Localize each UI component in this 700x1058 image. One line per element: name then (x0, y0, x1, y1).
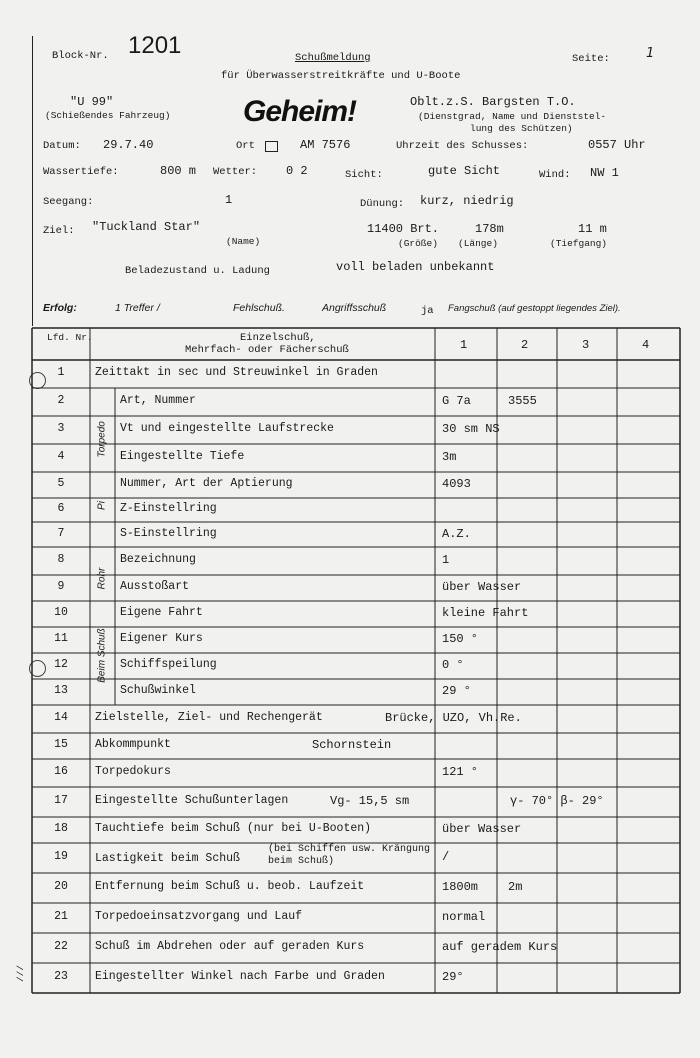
head-col-1: 1 (460, 338, 468, 352)
beladung-value: voll beladen unbekannt (336, 260, 495, 274)
head-num: Lfd. Nr. (47, 332, 93, 343)
row-number: 8 (57, 553, 65, 566)
row-cell-1: 3m (442, 450, 457, 464)
row-number: 11 (54, 632, 68, 645)
ziel-brt: 11400 Brt. (367, 222, 440, 236)
row-number: 16 (54, 765, 68, 778)
row-number: 1 (57, 366, 65, 379)
row-cell-1: 150 ° (442, 632, 479, 646)
row-label: Art, Nummer (120, 394, 196, 407)
row-number: 21 (54, 910, 68, 923)
row-label: Eingestellter Winkel nach Farbe und Graden (95, 970, 385, 983)
wetter-label: Wetter: (213, 166, 258, 178)
row-number: 2 (57, 394, 65, 407)
erfolg-fangschuss: Fangschuß (auf gestoppt liegendes Ziel). (448, 303, 621, 314)
row-cell-1: G 7a (442, 394, 471, 408)
caption-name: (Name) (226, 236, 261, 247)
row-label: Torpedokurs (95, 765, 171, 778)
row-label: Eingestellte Schußunterlagen (95, 794, 289, 807)
row-label: Eigene Fahrt (120, 606, 203, 619)
ziel-laenge: 178m (475, 222, 504, 236)
row-number: 9 (57, 580, 65, 593)
row-cell-2: 2m (508, 880, 523, 894)
ziel-name: "Tuckland Star" (92, 220, 201, 234)
datum-label: Datum: (43, 140, 81, 152)
form-subtitle: für Überwasserstreitkräfte und U-Boote (221, 70, 461, 82)
ziel-tiefgang: 11 m (578, 222, 607, 236)
row-label-note: (bei Schiffen usw. Krängung beim Schuß) (268, 844, 431, 867)
wind-value: NW 1 (590, 166, 619, 180)
row-number: 13 (54, 684, 68, 697)
row-number: 6 (57, 502, 65, 515)
row-label: Schußwinkel (120, 684, 196, 697)
seegang-label: Seegang: (43, 196, 94, 208)
row-cell-1: 29 ° (442, 684, 471, 698)
erfolg-label: Erfolg: (43, 302, 77, 314)
row-cell-1: 1800m (442, 880, 479, 894)
row-number: 5 (57, 477, 65, 490)
row-cell-1: Brücke, UZO, Vh.Re. (385, 711, 522, 725)
row-number: 7 (57, 526, 65, 540)
row-cell-1: 30 sm NS (442, 422, 500, 436)
row-label: Vt und eingestellte Laufstrecke (120, 422, 334, 435)
sicht-label: Sicht: (345, 169, 383, 181)
row-cell-1: normal (442, 910, 486, 924)
head-desc-2: Mehrfach- oder Fächerschuß (185, 344, 349, 356)
row-cell-1: 29° (442, 970, 464, 984)
ort-value: AM 7576 (300, 138, 351, 152)
caption-tiefgang: (Tiefgang) (550, 238, 608, 249)
row-number: 3 (57, 422, 65, 435)
row-cell-1: über Wasser (442, 822, 522, 836)
row-cell-1: auf geradem Kurs (442, 940, 558, 954)
row-cell-2: γ- 70° β- 29° (510, 794, 604, 808)
duenung-label: Dünung: (360, 198, 405, 210)
secret-stamp: Geheim! (243, 95, 357, 128)
row-number: 15 (54, 738, 68, 751)
row-label: Schuß im Abdrehen oder auf geraden Kurs (95, 940, 365, 953)
officer-caption-2: lung des Schützen) (470, 123, 573, 134)
row-number: 4 (57, 450, 65, 463)
row-label: Torpedoeinsatzvorgang und Lauf (95, 910, 303, 923)
wind-label: Wind: (539, 169, 571, 181)
row-cell-1: 1 (442, 553, 450, 567)
row-label: Eingestellte Tiefe (120, 450, 245, 463)
head-col-4: 4 (642, 338, 650, 352)
row-cell-1: kleine Fahrt (442, 606, 529, 620)
row-label: Zielstelle, Ziel- und Rechengerät (95, 711, 323, 724)
group-torpedo: Torpedo (96, 421, 108, 458)
head-col-2: 2 (521, 338, 529, 352)
wetter-value: 0 2 (286, 164, 308, 178)
form-title: Schußmeldung (295, 52, 371, 64)
vessel-value: "U 99" (70, 95, 114, 109)
datum-value: 29.7.40 (103, 138, 154, 152)
group-beim-schuss: Beim Schuß (96, 628, 108, 683)
sicht-value: gute Sicht (428, 164, 501, 178)
row-label: Ausstoßart (120, 580, 190, 593)
margin-note: /// (15, 964, 27, 983)
caption-groesse: (Größe) (398, 238, 438, 249)
row-number: 23 (54, 970, 68, 983)
row-label: Entfernung beim Schuß u. beob. Laufzeit (95, 880, 365, 893)
row-number: 20 (54, 880, 68, 893)
officer-caption-1: (Dienstgrad, Name und Dienststel- (418, 111, 607, 122)
erfolg-angriff-value: ja (421, 305, 434, 317)
row-number: 10 (54, 606, 68, 619)
group-rohr: Rohr (96, 567, 108, 590)
row-label: Z-Einstellring (120, 502, 217, 515)
row-cell-1: 121 ° (442, 765, 479, 779)
seegang-value: 1 (225, 193, 233, 207)
block-number: 1201 (128, 32, 182, 59)
vessel-caption: (Schießendes Fahrzeug) (45, 110, 171, 121)
row-cell-1: Vg- 15,5 sm (330, 794, 410, 808)
row-label: Abkommpunkt (95, 738, 171, 751)
block-label: Block-Nr. (52, 50, 109, 62)
officer-value: Oblt.z.S. Bargsten T.O. (410, 95, 576, 109)
row-label: Bezeichnung (120, 553, 196, 566)
row-label: Zeittakt in sec und Streuwinkel in Graden (95, 366, 378, 379)
ort-label: Ort (236, 140, 255, 152)
row-cell-1: 0 ° (442, 658, 464, 672)
head-desc-1: Einzelschuß, (240, 332, 316, 344)
page-label: Seite: (572, 53, 610, 65)
row-label: Schiffspeilung (120, 658, 217, 671)
row-cell-1: über Wasser (442, 580, 522, 594)
ziel-label: Ziel: (43, 225, 75, 237)
group-pi: Pi (96, 501, 108, 510)
page-value: 1 (646, 46, 655, 61)
row-number: 14 (54, 711, 68, 724)
row-label: Lastigkeit beim Schuß (95, 852, 240, 865)
row-cell-1: 4093 (442, 477, 471, 491)
row-number: 19 (54, 850, 68, 863)
erfolg-fehlschuss: Fehlschuß. (233, 302, 285, 314)
row-label: Nummer, Art der Aptierung (120, 477, 293, 490)
row-cell-2: 3555 (508, 394, 537, 408)
row-cell-1: Schornstein (312, 738, 392, 752)
wassertiefe-value: 800 m (160, 164, 197, 178)
erfolg-treffer: 1 Treffer / (115, 302, 160, 314)
row-cell-1: / (442, 850, 450, 864)
wassertiefe-label: Wassertiefe: (43, 166, 119, 178)
row-number: 18 (54, 822, 68, 835)
caption-laenge: (Länge) (458, 238, 498, 249)
row-label: S-Einstellring (120, 526, 217, 540)
row-cell-1: A.Z. (442, 526, 471, 541)
row-label: Tauchtiefe beim Schuß (nur bei U-Booten) (95, 822, 372, 835)
erfolg-angriff: Angriffsschuß (322, 302, 387, 314)
row-number: 12 (54, 658, 68, 671)
row-number: 17 (54, 794, 68, 807)
row-number: 22 (54, 940, 68, 953)
row-label: Eigener Kurs (120, 632, 203, 645)
duenung-value: kurz, niedrig (420, 194, 514, 208)
uhrzeit-value: 0557 Uhr (588, 138, 646, 152)
head-col-3: 3 (582, 338, 590, 352)
uhrzeit-label: Uhrzeit des Schusses: (396, 140, 529, 152)
beladung-label: Beladezustand u. Ladung (125, 265, 270, 277)
